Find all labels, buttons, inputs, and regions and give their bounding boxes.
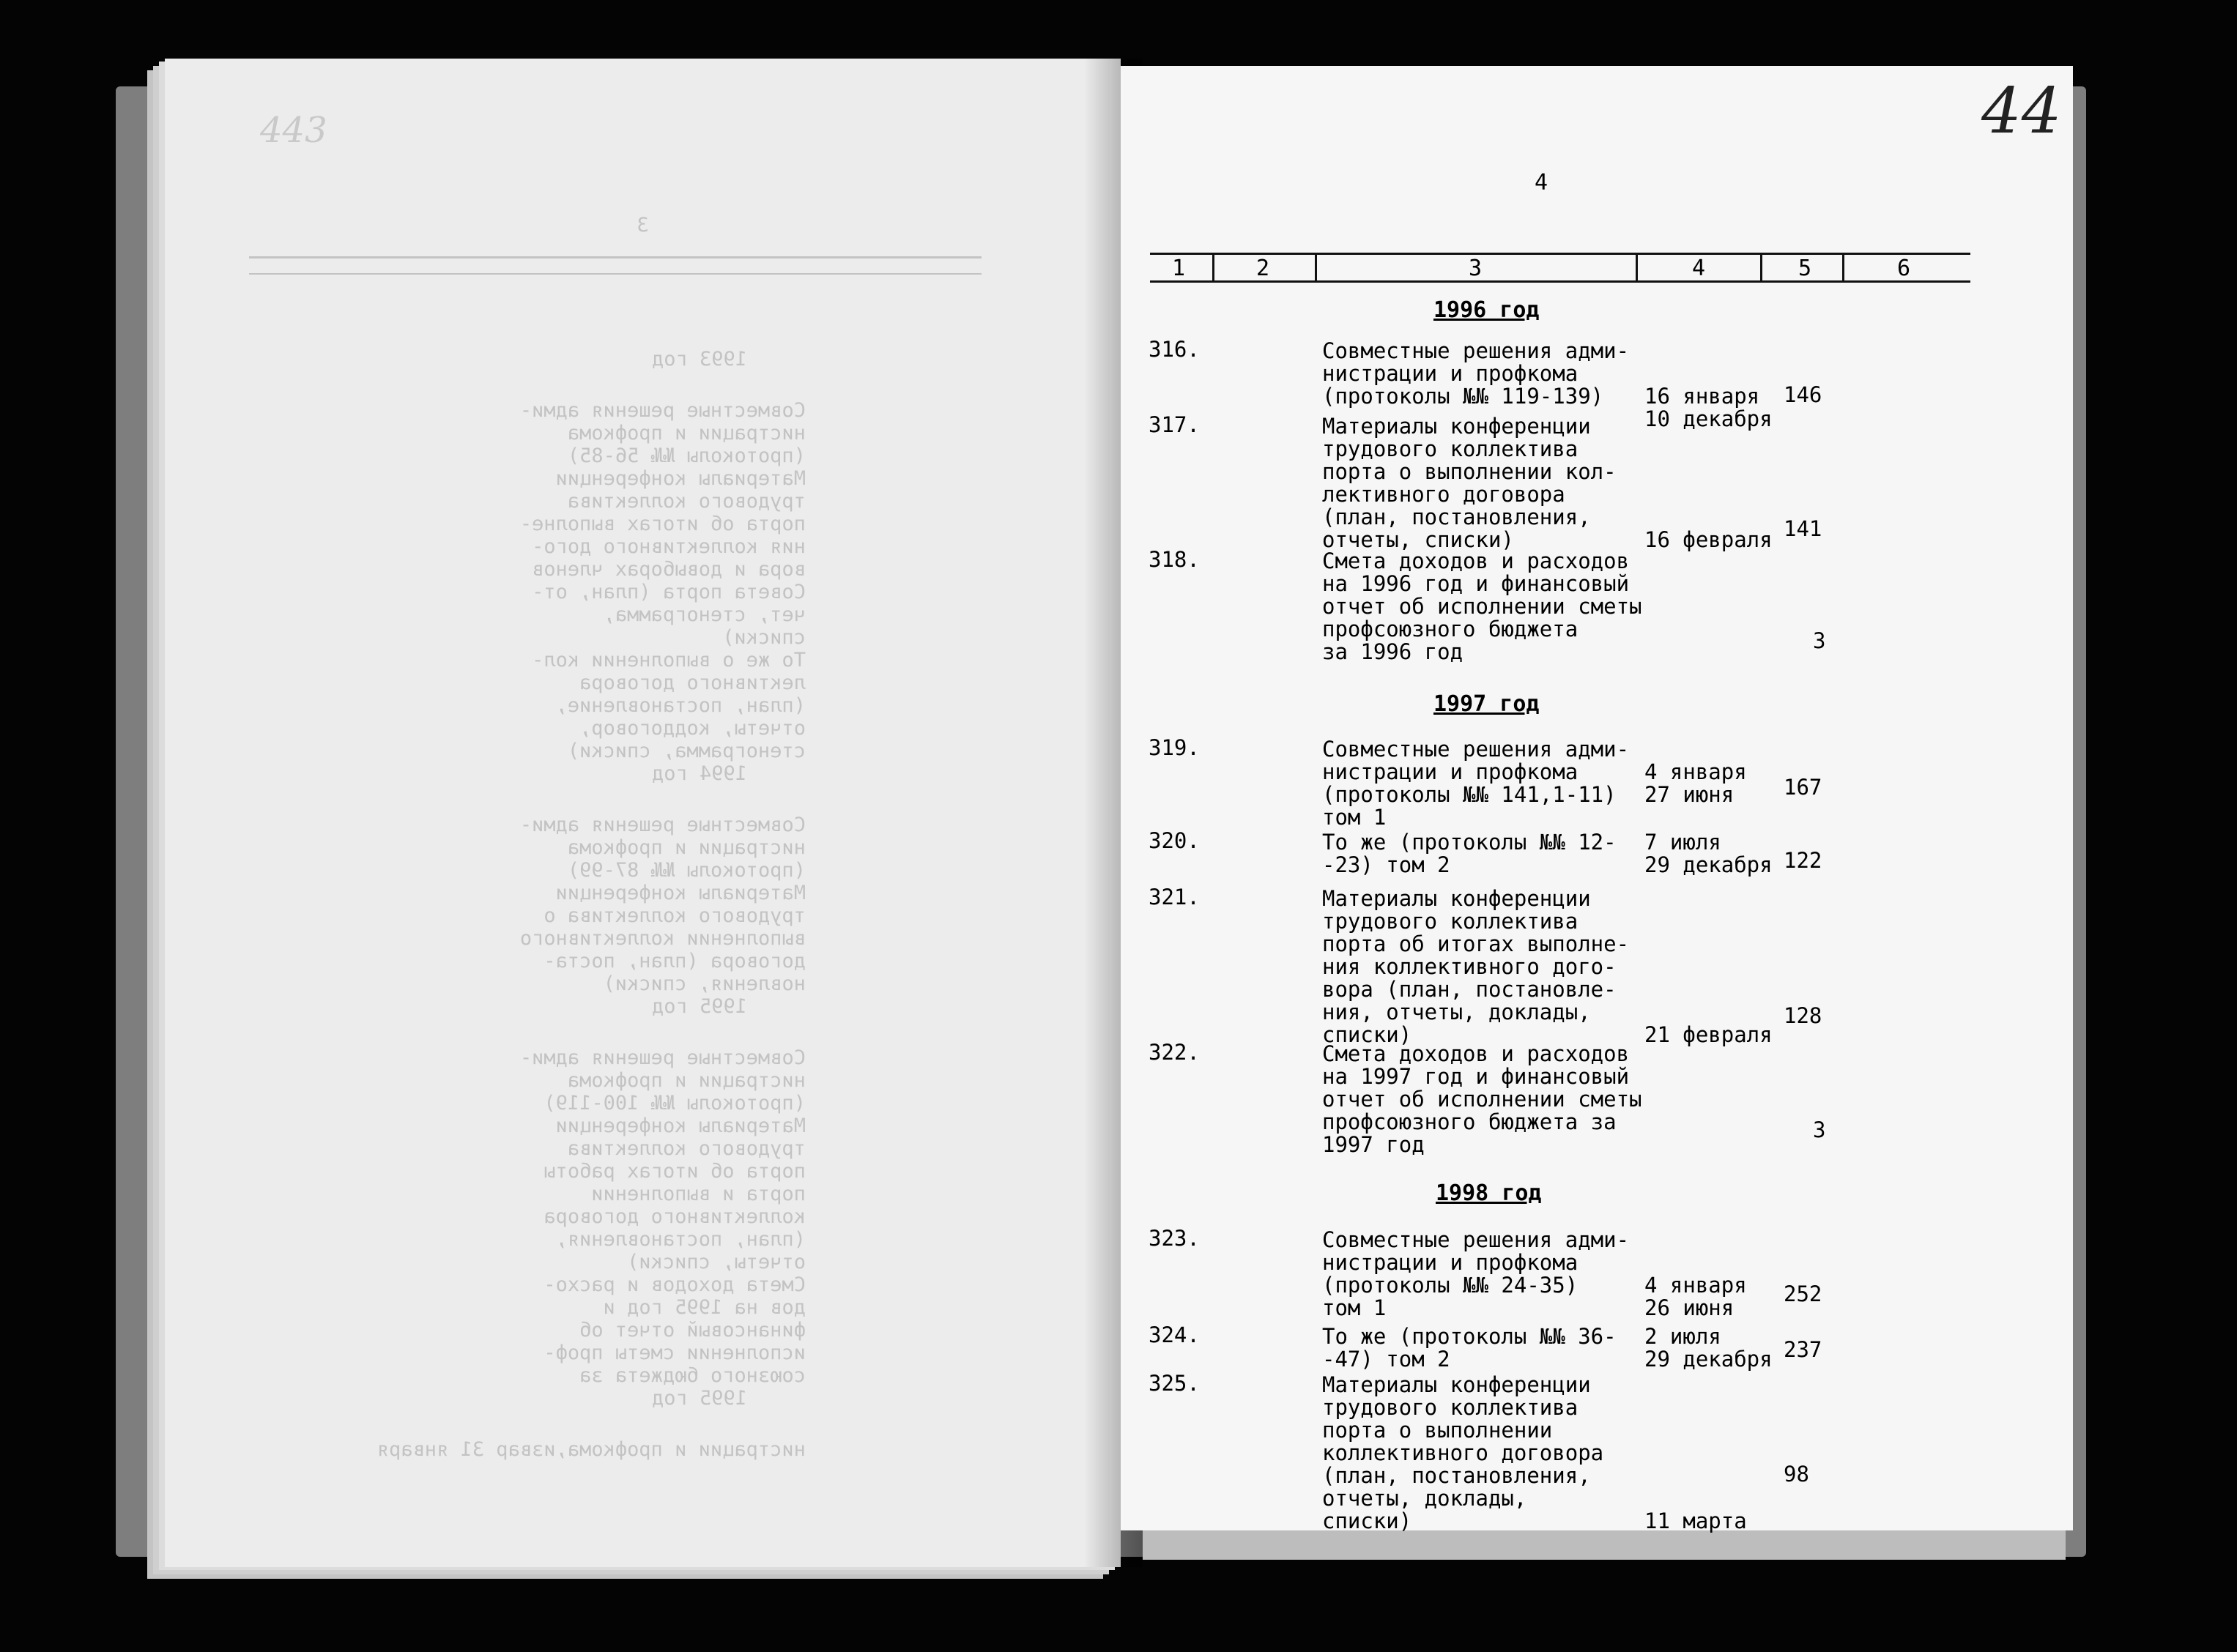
bleed-line: То же о выполнении кол-: [532, 649, 806, 671]
entry-dates: 4 января 26 июня: [1644, 1273, 1747, 1320]
entry-number: 317.: [1149, 412, 1200, 437]
entry-sheet-count: 3: [1813, 1117, 1826, 1142]
bleed-line: чет, стенограмма,: [603, 603, 806, 626]
bleed-line: отчеты, списки): [627, 1251, 806, 1273]
year-heading: 1997 год: [1433, 691, 1540, 717]
bleed-line: (план, постановление,: [555, 694, 806, 717]
bleed-line: (протоколы №№ 56-85): [567, 444, 806, 467]
bleed-line: Материалы конференции: [555, 467, 806, 490]
column-number: 5: [1798, 256, 1812, 281]
bleed-line: трудового коллектива: [567, 490, 806, 513]
bleed-line: нистрации и профкома: [567, 1069, 806, 1092]
bleed-line: новления, списки): [603, 972, 806, 995]
year-heading: 1996 год: [1433, 297, 1540, 323]
entry-sheet-count: 252: [1784, 1281, 1822, 1306]
column-divider: [1636, 253, 1638, 282]
bleed-line: отчеты, коддоговор,: [579, 717, 806, 740]
entry-title: Смета доходов и расходов на 1996 год и финансовый отчет об исполнении сметы профсоюзного бюджета за 1996 год: [1322, 548, 1642, 664]
entry-title: Материалы конференции трудового коллектива порта о выполнении кол- лективного договора (план, постановления, отчеты, списки): [1322, 414, 1617, 552]
column-number: 2: [1256, 256, 1270, 281]
entry-sheet-count: 141: [1784, 516, 1822, 541]
bleed-line: лективного договора: [579, 671, 806, 694]
bleed-line: нистрации и профкома: [567, 836, 806, 859]
bleed-line: 1995 год: [651, 995, 747, 1018]
bleed-line: коллективного договора: [544, 1205, 806, 1228]
bleed-line: 1994 год: [651, 762, 747, 785]
entry-title: Смета доходов и расходов на 1997 год и финансовый отчет об исполнении сметы профсоюзного бюджета за 1997 год: [1322, 1041, 1642, 1157]
bleed-line: нистрации и профкома,извар 31 января: [376, 1438, 806, 1461]
bleed-line: (план, постановления,: [555, 1228, 806, 1251]
column-divider: [1212, 253, 1214, 282]
entry-dates: 2 июля 29 декабря: [1644, 1324, 1773, 1372]
bleed-line: исполнении сметы проф-: [544, 1342, 806, 1364]
column-header: [1150, 253, 1970, 282]
entry-dates: 7 июля 29 декабря: [1644, 830, 1773, 877]
bleed-line: порта об итогах выполне-: [519, 513, 806, 535]
entry-sheet-count: 237: [1784, 1337, 1822, 1362]
bleed-page-number: 3: [637, 214, 649, 237]
bleed-line: (протоколы №№ 87-99): [567, 859, 806, 882]
left-folio-number: 443: [260, 110, 327, 151]
entry-sheet-count: 122: [1784, 848, 1822, 873]
entry-dates: 4 января 27 июня: [1644, 759, 1747, 807]
bleed-line: порта об итогах работы: [544, 1160, 806, 1183]
column-number: 3: [1469, 256, 1483, 281]
entry-title: То же (протоколы №№ 12- -23) том 2: [1322, 830, 1617, 877]
entry-number: 324.: [1149, 1322, 1200, 1347]
left-page: [165, 59, 1121, 1567]
bleed-line: Материалы конференции: [555, 882, 806, 904]
entry-number: 320.: [1149, 828, 1200, 853]
bleed-line: трудового коллектива о: [544, 904, 806, 927]
entry-title: Материалы конференции трудового коллектива порта о выполнении коллективного договора (план, постановления, отчеты, доклады, списки): [1322, 1372, 1604, 1533]
entry-number: 319.: [1149, 735, 1200, 760]
entry-dates: 11 марта: [1644, 1508, 1747, 1533]
bleed-line: союзного бюджета за: [579, 1364, 806, 1387]
entry-number: 325.: [1149, 1371, 1200, 1396]
bleed-line: стенограмма, списки): [567, 740, 806, 762]
entry-sheet-count: 128: [1784, 1003, 1822, 1028]
entry-title: То же (протоколы №№ 36- -47) том 2: [1322, 1324, 1617, 1372]
year-heading: 1998 год: [1436, 1180, 1542, 1206]
entry-title: Материалы конференции трудового коллектива порта об итогах выполне- ния коллективного дого- вора (план, постановле- ния, отчеты, доклады, списки): [1322, 886, 1630, 1047]
bleed-line: Смета доходов и расхо-: [544, 1273, 806, 1296]
entry-dates: 16 февраля: [1644, 527, 1773, 552]
column-divider: [1842, 253, 1844, 282]
bleed-line: Совета порта (план, от-: [532, 581, 806, 603]
bleed-line: Материалы конференции: [555, 1115, 806, 1137]
bleed-line: порта и выполнении: [591, 1183, 806, 1205]
column-number: 1: [1172, 256, 1186, 281]
bleed-line: договора (план, поста-: [544, 950, 806, 972]
bleed-line: Совместные решения адми-: [519, 814, 806, 836]
entry-dates: 16 января 10 декабря: [1644, 384, 1773, 431]
bleed-line: 1993 год: [651, 348, 747, 371]
bleed-line: Совместные решения адми-: [519, 1046, 806, 1069]
bleed-line: нистрации и профкома: [567, 422, 806, 444]
entry-title: Совместные решения адми- нистрации и профкома (протоколы №№ 24-35) том 1: [1322, 1227, 1630, 1320]
bleed-line: трудового коллектива: [567, 1137, 806, 1160]
bleed-line: Совместные решения адми-: [519, 399, 806, 422]
entry-number: 318.: [1149, 547, 1200, 572]
column-header-bottom-rule: [1150, 280, 1970, 283]
column-divider: [1315, 253, 1317, 282]
bleed-line: списки): [722, 626, 806, 649]
entry-number: 323.: [1149, 1226, 1200, 1251]
bleed-line: финансовый отчет об: [579, 1319, 806, 1342]
entry-title: Совместные решения адми- нистрации и профкома (протоколы №№ 119-139): [1322, 338, 1630, 409]
column-number: 6: [1897, 256, 1911, 281]
bleed-through-text: [165, 59, 1121, 1567]
bleed-line: вора и довыборах членов: [532, 558, 806, 581]
column-header-top-rule: [1150, 253, 1970, 255]
entry-sheet-count: 167: [1784, 775, 1822, 800]
bleed-line: (протоколы №№ 100-119): [544, 1092, 806, 1115]
entry-number: 322.: [1149, 1040, 1200, 1065]
entry-number: 321.: [1149, 885, 1200, 909]
page-edge: [1143, 1530, 2066, 1560]
right-folio-number: 44: [1981, 75, 2062, 148]
bleed-line: дов на 1995 год и: [603, 1296, 806, 1319]
page-number: 4: [1535, 170, 1548, 196]
column-number: 4: [1692, 256, 1706, 281]
entry-sheet-count: 3: [1813, 628, 1826, 653]
entry-dates: 21 февраля: [1644, 1022, 1773, 1047]
column-divider: [1760, 253, 1762, 282]
entry-sheet-count: 146: [1784, 382, 1822, 407]
bleed-line: выполнении коллективного: [519, 927, 806, 950]
bleed-line: ния коллективного дого-: [532, 535, 806, 558]
entry-title: Совместные решения адми- нистрации и профкома (протоколы №№ 141,1-11) том 1: [1322, 737, 1630, 830]
bleed-column-rule: [249, 256, 982, 275]
entry-sheet-count: 98: [1784, 1462, 1809, 1487]
bleed-line: 1995 год: [651, 1387, 747, 1410]
entry-number: 316.: [1149, 337, 1200, 362]
